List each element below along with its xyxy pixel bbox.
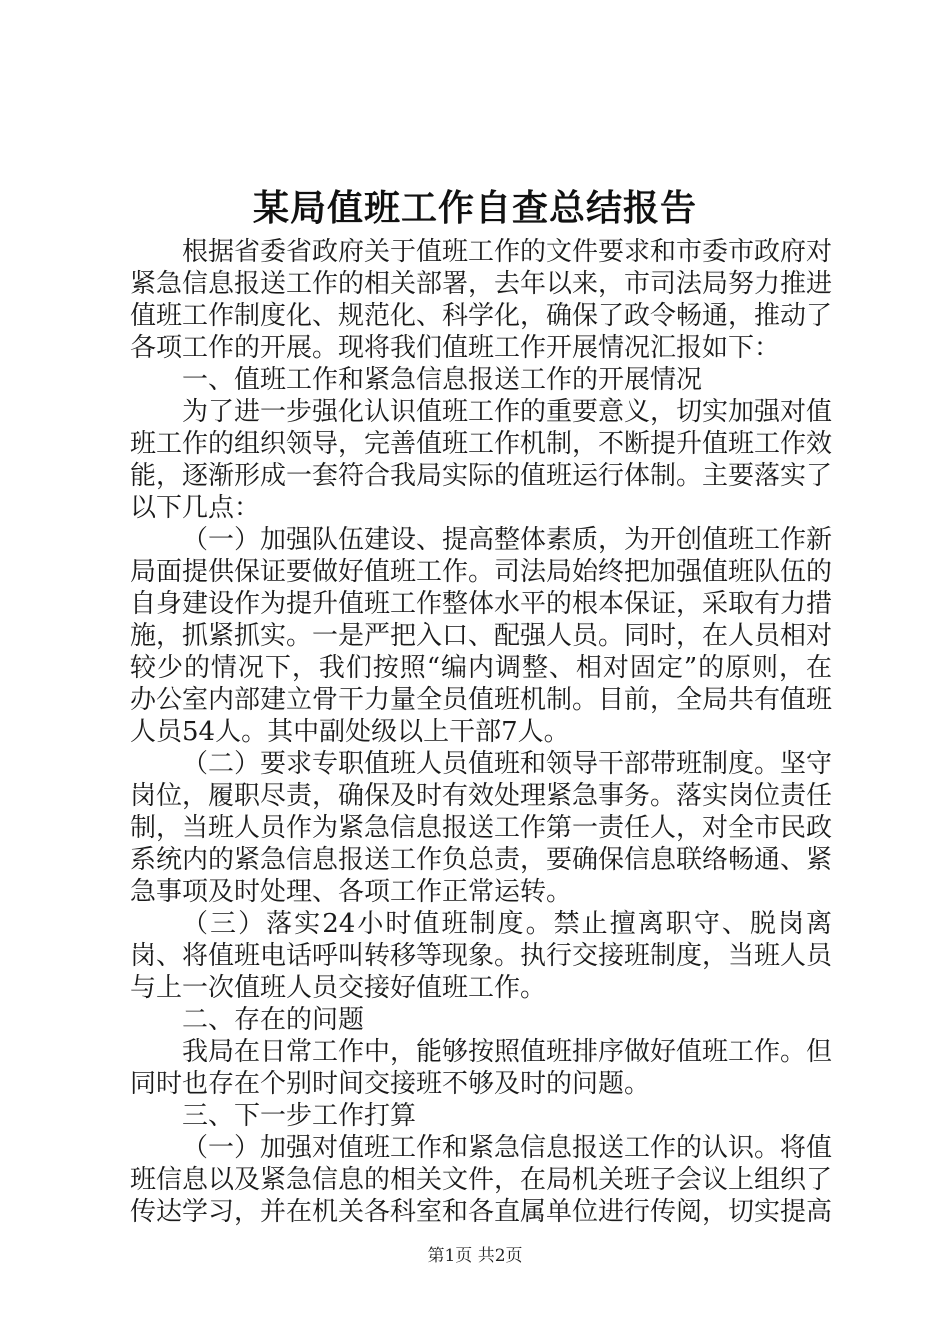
paragraph-problems: 我局在日常工作中，能够按照值班排序做好值班工作。但同时也存在个别时间交接班不够及时的问题。 (130, 1037, 833, 1099)
paragraph-intro: 根据省委省政府关于值班工作的文件要求和市委市政府对紧急信息报送工作的相关部署，去年以来，市司法局努力推进值班工作制度化、规范化、科学化，确保了政令畅通，推动了各项工作的开展。现将我们值班工作开展情况汇报如下： (130, 237, 833, 363)
document-body (130, 236, 832, 1228)
paragraph-item-2: （二）要求专职值班人员值班和领导干部带班制度。坚守岗位，履职尽责，确保及时有效处理紧急事务。落实岗位责任制，当班人员作为紧急信息报送工作第一责任人，对全市民政系统内的紧急信息报送工作负总责，要确保信息联络畅通、紧急事项及时处理、各项工作正常运转。 (130, 749, 833, 907)
section-heading-2: 二、存在的问题 (182, 1005, 365, 1035)
paragraph-section-1-intro: 为了进一步强化认识值班工作的重要意义，切实加强对值班工作的组织领导，完善值班工作机制，不断提升值班工作效能，逐渐形成一套符合我局实际的值班运行体制。主要落实了以下几点： (130, 397, 833, 523)
paragraph-item-1: （一）加强队伍建设、提高整体素质，为开创值班工作新局面提供保证要做好值班工作。司法局始终把加强值班队伍的自身建设作为提升值班工作整体水平的根本保证，采取有力措施，抓紧抓实。一是严把入口、配强人员。同时，在人员相对较少的情况下，我们按照“编内调整、相对固定”的原则，在办公室内部建立骨干力量全员值班机制。目前，全局共有值班人员54人。其中副处级以上干部7人。 (130, 525, 833, 747)
section-heading-3: 三、下一步工作打算 (182, 1101, 417, 1131)
paragraph-next-step-1: （一）加强对值班工作和紧急信息报送工作的认识。将值班信息以及紧急信息的相关文件，在局机关班子会议上组织了传达学习，并在机关各科室和各直属单位进行传阅，切实提高 (130, 1133, 833, 1227)
paragraph-item-3: （三）落实24小时值班制度。禁止擅离职守、脱岗离岗、将值班电话呼叫转移等现象。执行交接班制度，当班人员与上一次值班人员交接好值班工作。 (130, 909, 833, 1003)
section-heading-1: 一、值班工作和紧急信息报送工作的开展情况 (182, 365, 703, 395)
page-footer: 第1页 共2页 (427, 1246, 523, 1266)
document-title: 某局值班工作自查总结报告 (252, 187, 697, 229)
